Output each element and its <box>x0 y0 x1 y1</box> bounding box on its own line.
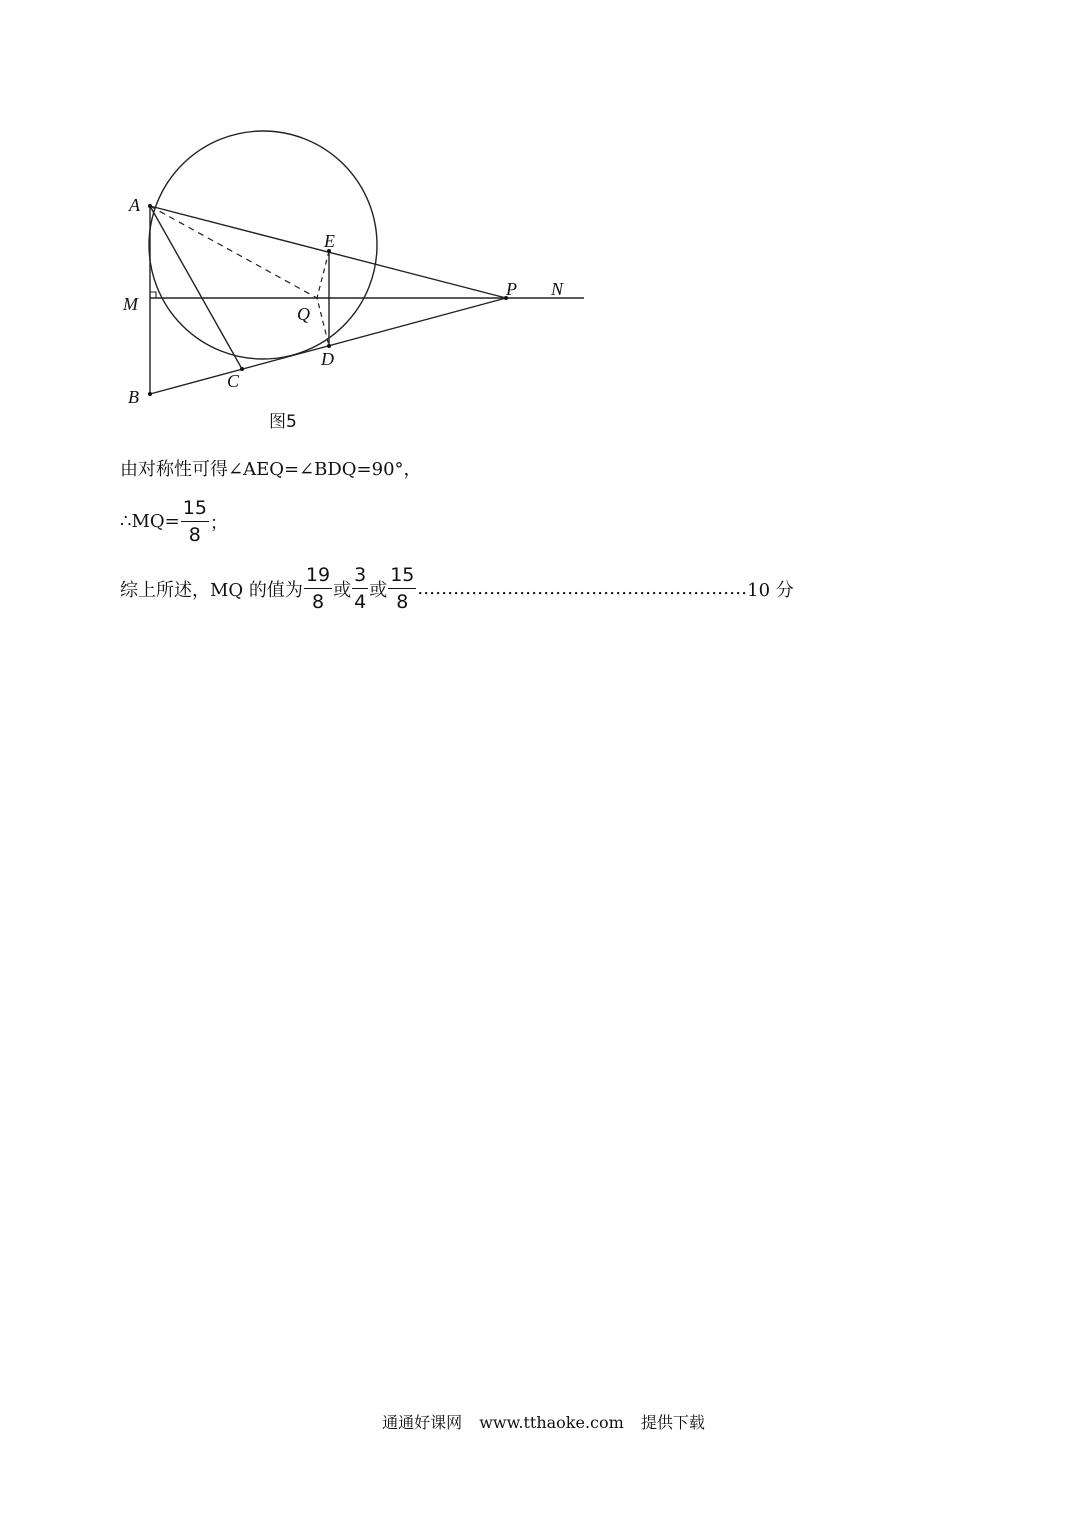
fraction-denominator: 4 <box>354 591 367 613</box>
text-line-1 <box>120 455 422 481</box>
fraction-denominator: 8 <box>396 591 409 613</box>
right-angle-marker <box>150 292 156 298</box>
fraction-15-8-final <box>388 564 416 613</box>
label-c: C <box>227 371 240 391</box>
point-c <box>240 367 244 371</box>
figure-caption: 图5 <box>269 412 297 432</box>
fraction-numerator: 15 <box>181 497 209 522</box>
fraction-numerator: 19 <box>304 564 332 589</box>
text-line-2 <box>120 497 228 546</box>
point-b <box>148 392 152 396</box>
circle <box>149 131 377 359</box>
fraction-denominator: 8 <box>311 591 325 613</box>
page-footer <box>0 1410 1087 1433</box>
figure-svg <box>110 120 600 440</box>
fraction-19-8 <box>304 564 332 613</box>
fraction-15-8 <box>181 497 209 546</box>
line1-text: 由对称性可得∠AEQ=∠BDQ=90°， <box>120 459 422 480</box>
dashed-aq <box>150 206 317 298</box>
line-ac <box>150 206 242 369</box>
or-text-2: 或 <box>369 579 388 601</box>
fraction-denominator: 8 <box>188 524 201 546</box>
label-a: A <box>129 195 140 215</box>
point-d <box>327 344 331 348</box>
point-a <box>148 204 152 208</box>
footer-suffix: 提供下载 <box>640 1413 705 1432</box>
score-text: 10 分 <box>747 579 794 601</box>
footer-site-name: 通通好课网 <box>382 1413 463 1432</box>
line2-suffix: ； <box>209 512 228 534</box>
or-text-1: 或 <box>333 579 352 601</box>
leader-dots: .……………………………………………… <box>417 578 748 599</box>
line2-prefix: ∴MQ= <box>120 511 180 532</box>
geometry-figure <box>110 120 600 440</box>
fraction-numerator: 15 <box>388 564 416 589</box>
label-n: N <box>551 279 564 299</box>
label-q: Q <box>297 304 310 324</box>
fraction-numerator: 3 <box>352 564 368 589</box>
label-m: M <box>123 294 138 314</box>
fraction-3-4 <box>352 564 368 613</box>
footer-url[interactable]: www.tthaoke.com <box>479 1413 624 1432</box>
text-line-3 <box>120 564 794 613</box>
label-p: P <box>506 279 517 299</box>
label-d: D <box>321 349 334 369</box>
label-b: B <box>128 387 139 407</box>
line3-prefix: 综上所述，MQ 的值为 <box>120 579 303 601</box>
label-e: E <box>324 231 335 251</box>
